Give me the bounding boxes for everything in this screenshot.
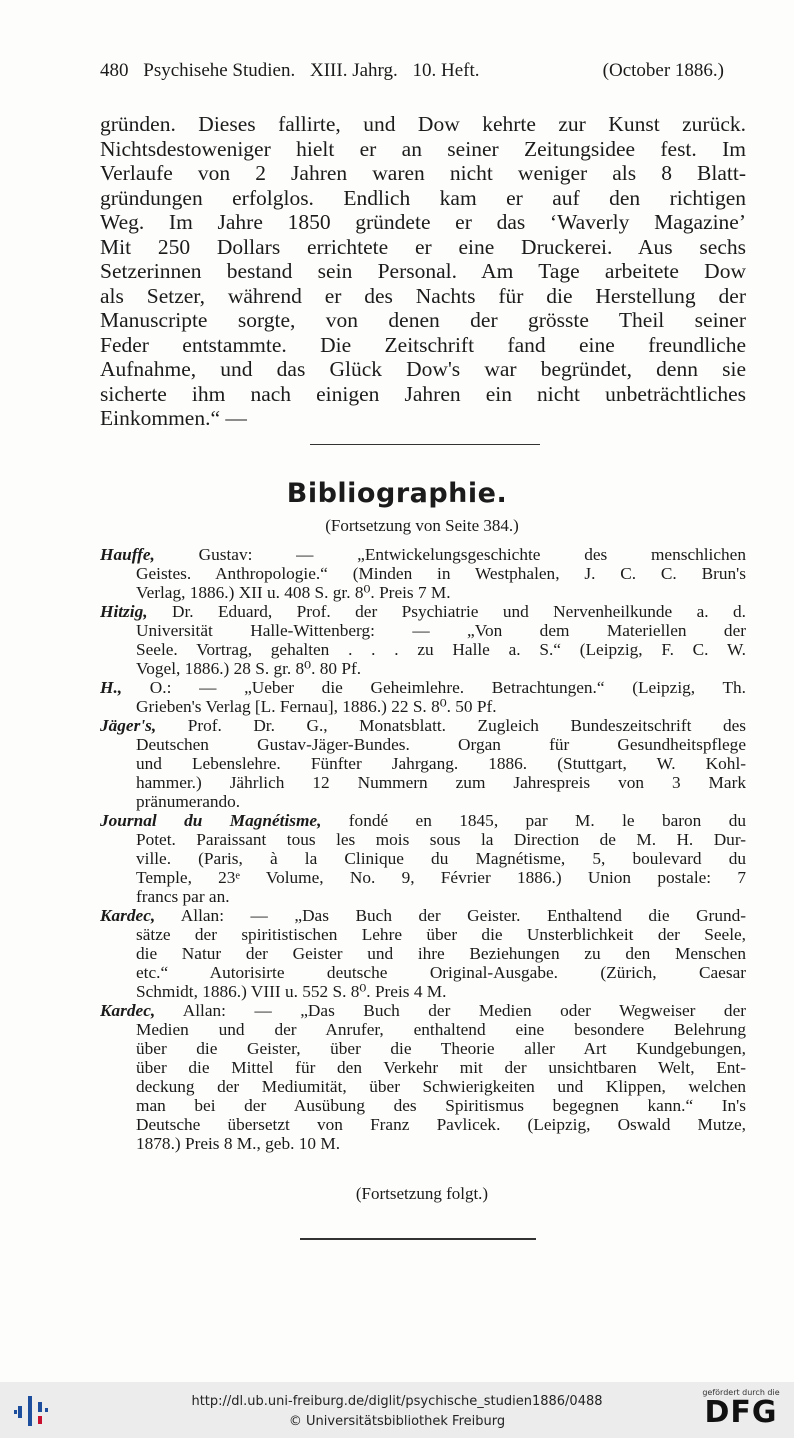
entry-line: Seele. Vortrag, gehalten . . . zu Halle a. S.“ (Leipzig, F. C. W. (136, 640, 746, 659)
entry-line: Schmidt, 1886.) VIII u. 552 S. 8⁰. Preis 4 M. (136, 982, 447, 1001)
body-line: Setzerinnen bestand sein Personal. Am Tage arbeitete Dow (100, 259, 746, 283)
bibliography-entry (100, 811, 746, 906)
entry-author: Journal du Magnétisme, (100, 811, 322, 830)
body-line: Mit 250 Dollars errichtete er eine Druckerei. Aus sechs (100, 234, 746, 259)
bibliography-entry (100, 545, 746, 602)
body-line: Einkommen.“ — (100, 406, 247, 430)
bibliography-entry (100, 678, 746, 716)
body-line: gründungen erfolglos. Endlich kam er auf den richtigen (100, 185, 746, 210)
section-divider (310, 444, 540, 445)
entry-line: etc.“ Autorisirte deutsche Original-Ausgabe. (Zürich, Caesar (136, 963, 746, 982)
body-line: Feder entstammte. Die Zeitschrift fand eine freundliche (100, 332, 746, 357)
entry-line: Potet. Paraissant tous les mois sous la Direction de M. H. Dur- (136, 830, 746, 849)
dfg-wordmark: DFG (704, 1395, 778, 1430)
viewer-footer (0, 1382, 794, 1438)
section-subtitle: (Fortsetzung von Seite 384.) (325, 516, 519, 535)
dfg-logo-icon (696, 1388, 786, 1432)
entry-line: Dr. Eduard, Prof. der Psychiatrie und Nervenheilkunde a. d. (147, 602, 746, 621)
bibliography-entry (100, 716, 746, 811)
journal-title: Psychisehe Studien. (143, 60, 296, 81)
body-line: Aufnahme, und das Glück Dow's war begründet, denn sie (100, 357, 746, 381)
entry-line: ville. (Paris, à la Clinique du Magnétisme, 5, boulevard du (136, 849, 746, 868)
issue-date: (October 1886.) (602, 60, 724, 81)
entry-author: Jäger's, (100, 716, 157, 735)
entry-line: pränumerando. (136, 792, 241, 811)
section-title: Bibliographie. (286, 478, 508, 509)
body-line: Manuscripte sorgte, von denen der grösste Theil seiner (100, 308, 746, 332)
entry-author: H., (100, 678, 123, 697)
entry-line: Grieben's Verlag [L. Fernau], 1886.) 22 S. 8⁰. 50 Pf. (136, 697, 497, 716)
body-line: als Setzer, während er des Nachts für die Herstellung der (100, 283, 746, 308)
body-line: Weg. Im Jahre 1850 gründete er das ‘Waverly Magazine’ (100, 210, 746, 234)
entry-line: Verlag, 1886.) XII u. 408 S. gr. 8⁰. Preis 7 M. (136, 583, 451, 602)
copyright-notice: © Universitätsbibliothek Freiburg (288, 1414, 506, 1429)
dfg-caption: gefördert durch die (702, 1388, 780, 1397)
body-paragraph (100, 112, 746, 431)
issue-label: 10. Heft. (412, 60, 480, 81)
entry-line: Allan: — „Das Buch der Geister. Enthaltend die Grund- (155, 906, 746, 925)
entry-author: Hitzig, (100, 602, 148, 621)
volume-label: XIII. Jahrg. (310, 60, 398, 81)
entry-author: Kardec, (100, 906, 156, 925)
entry-author: Kardec, (100, 1001, 156, 1020)
entry-line: Medien und der Anrufer, enthaltend eine besondere Belehrung (136, 1020, 746, 1039)
entry-line: und Lebenslehre. Fünfter Jahrgang. 1886. (Stuttgart, W. Kohl- (136, 754, 746, 773)
entry-line: O.: — „Ueber die Geheimlehre. Betrachtungen.“ (Leipzig, Th. (122, 678, 746, 697)
body-line: sicherte ihm nach einigen Jahren ein nicht unbeträchtliches (100, 381, 746, 406)
entry-line: man bei der Ausübung des Spiritismus begegnen kann.“ In's (136, 1096, 746, 1115)
entry-line: Vogel, 1886.) 28 S. gr. 8⁰. 80 Pf. (136, 659, 362, 678)
entry-line: Temple, 23ᵉ Volume, No. 9, Février 1886.) Union postale: 7 (136, 868, 746, 887)
entry-line: Deutsche übersetzt von Franz Pavlicek. (Leipzig, Oswald Mutze, (136, 1115, 746, 1134)
entry-line: francs par an. (136, 887, 230, 906)
entry-line: Prof. Dr. G., Monatsblatt. Zugleich Bundeszeitschrift des (156, 716, 746, 735)
bibliography-entry (100, 906, 746, 1001)
running-header (100, 60, 724, 90)
bibliography-list (100, 545, 746, 1153)
permalink-url[interactable]: http://dl.ub.uni-freiburg.de/diglit/psychische_studien1886/0488 (191, 1394, 603, 1409)
page-number: 480 (100, 60, 129, 81)
entry-line: 1878.) Preis 8 M., geb. 10 M. (136, 1134, 341, 1153)
entry-author: Hauffe, (100, 545, 155, 564)
entry-line: hammer.) Jährlich 12 Nummern zum Jahrespreis von 3 Mark (136, 773, 746, 792)
entry-line: Gustav: — „Entwickelungsgeschichte des menschlichen (154, 545, 746, 564)
closing-rule (300, 1238, 536, 1240)
entry-line: Allan: — „Das Buch der Medien oder Wegweiser der (155, 1001, 746, 1020)
entry-line: über die Mittel für den Verkehr mit der unsichtbaren Welt, Ent- (136, 1058, 746, 1077)
bibliography-entry (100, 1001, 746, 1153)
entry-line: Universität Halle-Wittenberg: — „Von dem Materiellen der (136, 621, 746, 640)
entry-line: fondé en 1845, par M. le baron du (321, 811, 746, 830)
body-line: gründen. Dieses fallirte, und Dow kehrte zur Kunst zurück. (100, 112, 746, 136)
entry-line: über die Geister, über die Theorie aller Art Kundgebungen, (136, 1039, 746, 1058)
entry-line: die Natur der Geister und ihre Beziehungen zu den Menschen (136, 944, 746, 963)
entry-line: Geistes. Anthropologie.“ (Minden in Westphalen, J. C. C. Brun's (136, 564, 746, 583)
body-line: Verlaufe von 2 Jahren waren nicht weniger als 8 Blatt- (100, 161, 746, 185)
body-line: Nichtsdestoweniger hielt er an seiner Zeitungsidee fest. Im (100, 136, 746, 161)
entry-line: Deutschen Gustav-Jäger-Bundes. Organ für Gesundheitspflege (136, 735, 746, 754)
entry-line: deckung der Mediumität, über Schwierigkeiten und Klippen, welchen (136, 1077, 746, 1096)
continuation-note: (Fortsetzung folgt.) (355, 1184, 489, 1203)
bibliography-entry (100, 602, 746, 678)
entry-line: sätze der spiritistischen Lehre über die Unsterblichkeit der Seele, (136, 925, 746, 944)
